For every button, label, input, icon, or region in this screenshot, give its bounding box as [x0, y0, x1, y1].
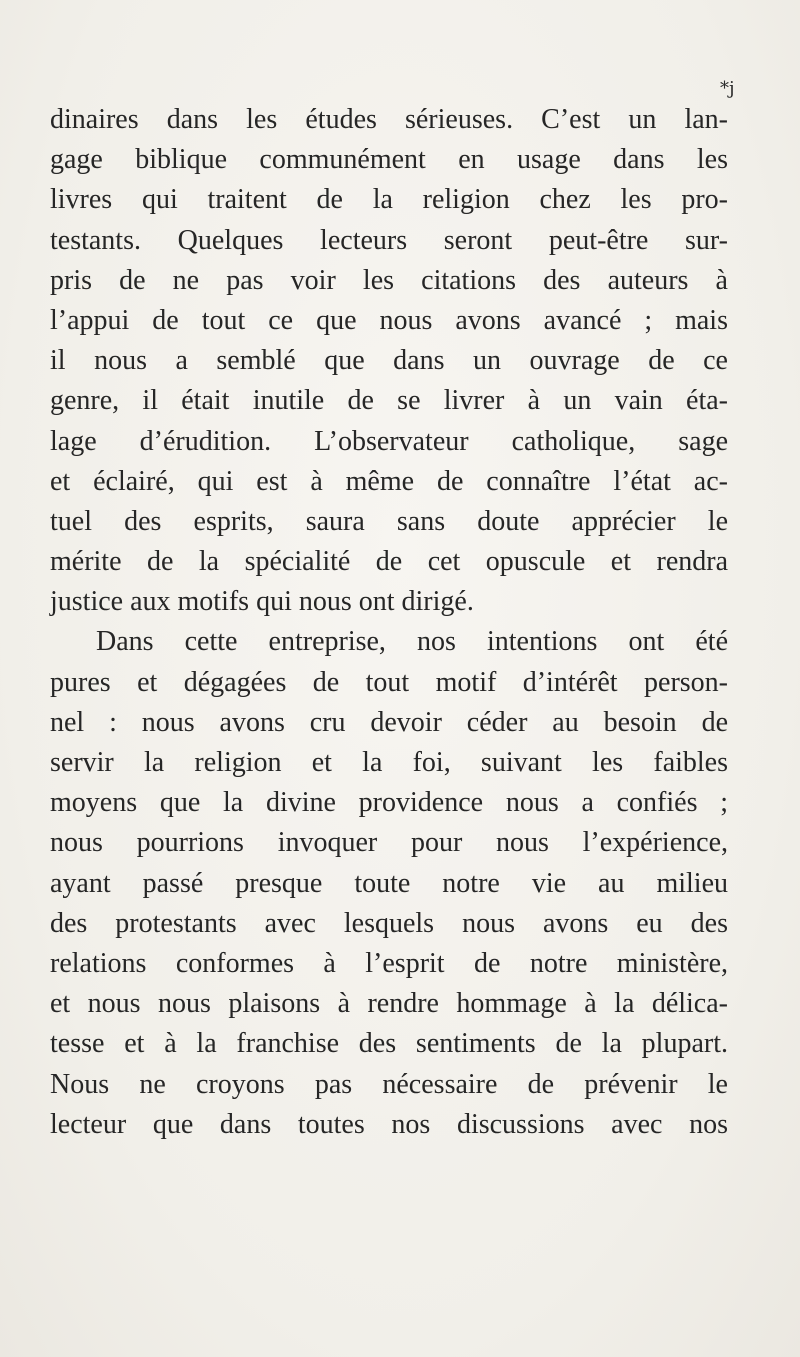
text-line: lage d’érudition. L’observateur catholique, sage: [50, 425, 728, 457]
text-line: servir la religion et la foi, suivant les faibles: [50, 747, 728, 778]
text-line: ayant passé presque toute notre vie au milieu: [50, 867, 728, 899]
text-line: genre, il était inutile de se livrer à un vain éta-: [50, 385, 728, 417]
text-line: pris de ne pas voir les citations des auteurs à: [50, 264, 728, 296]
text-line: moyens que la divine providence nous a confiés ;: [50, 787, 728, 819]
text-line: pures et dégagées de tout motif d’intérêt person-: [50, 666, 728, 698]
text-line: testants. Quelques lecteurs seront peut-être sur-: [50, 224, 728, 256]
text-line: lecteur que dans toutes nos discussions avec nos: [50, 1108, 728, 1140]
text-line: Dans cette entreprise, nos intentions ont été: [96, 626, 728, 658]
text-line: gage biblique communément en usage dans les: [50, 144, 728, 176]
text-line: tuel des esprits, saura sans doute apprécier le: [50, 505, 728, 537]
paragraph-1: [50, 100, 728, 622]
text-line: des protestants avec lesquels nous avons eu des: [50, 907, 728, 939]
body-text: [50, 100, 728, 1145]
text-line: il nous a semblé que dans un ouvrage de ce: [50, 345, 728, 377]
text-line: et éclairé, qui est à même de connaître l’état ac-: [50, 465, 728, 497]
text-line: nous pourrions invoquer pour nous l’expérience,: [50, 827, 728, 859]
text-line: et nous nous plaisons à rendre hommage à la délica-: [50, 988, 728, 1020]
page-number: *j: [720, 78, 735, 99]
text-line: mérite de la spécialité de cet opuscule et rendra: [50, 546, 728, 578]
text-line: dinaires dans les études sérieuses. C’est un lan-: [50, 104, 728, 135]
paragraph-2: [50, 622, 728, 1144]
text-line: relations conformes à l’esprit de notre ministère,: [50, 947, 728, 979]
text-line: tesse et à la franchise des sentiments de la plupart.: [50, 1028, 728, 1060]
text-line: livres qui traitent de la religion chez les pro-: [50, 184, 728, 216]
text-line: l’appui de tout ce que nous avons avancé ; mais: [50, 304, 728, 336]
text-line: Nous ne croyons pas nécessaire de prévenir le: [50, 1068, 728, 1100]
text-line: nel : nous avons cru devoir céder au besoin de: [50, 706, 728, 738]
text-line: justice aux motifs qui nous ont dirigé.: [50, 586, 474, 618]
